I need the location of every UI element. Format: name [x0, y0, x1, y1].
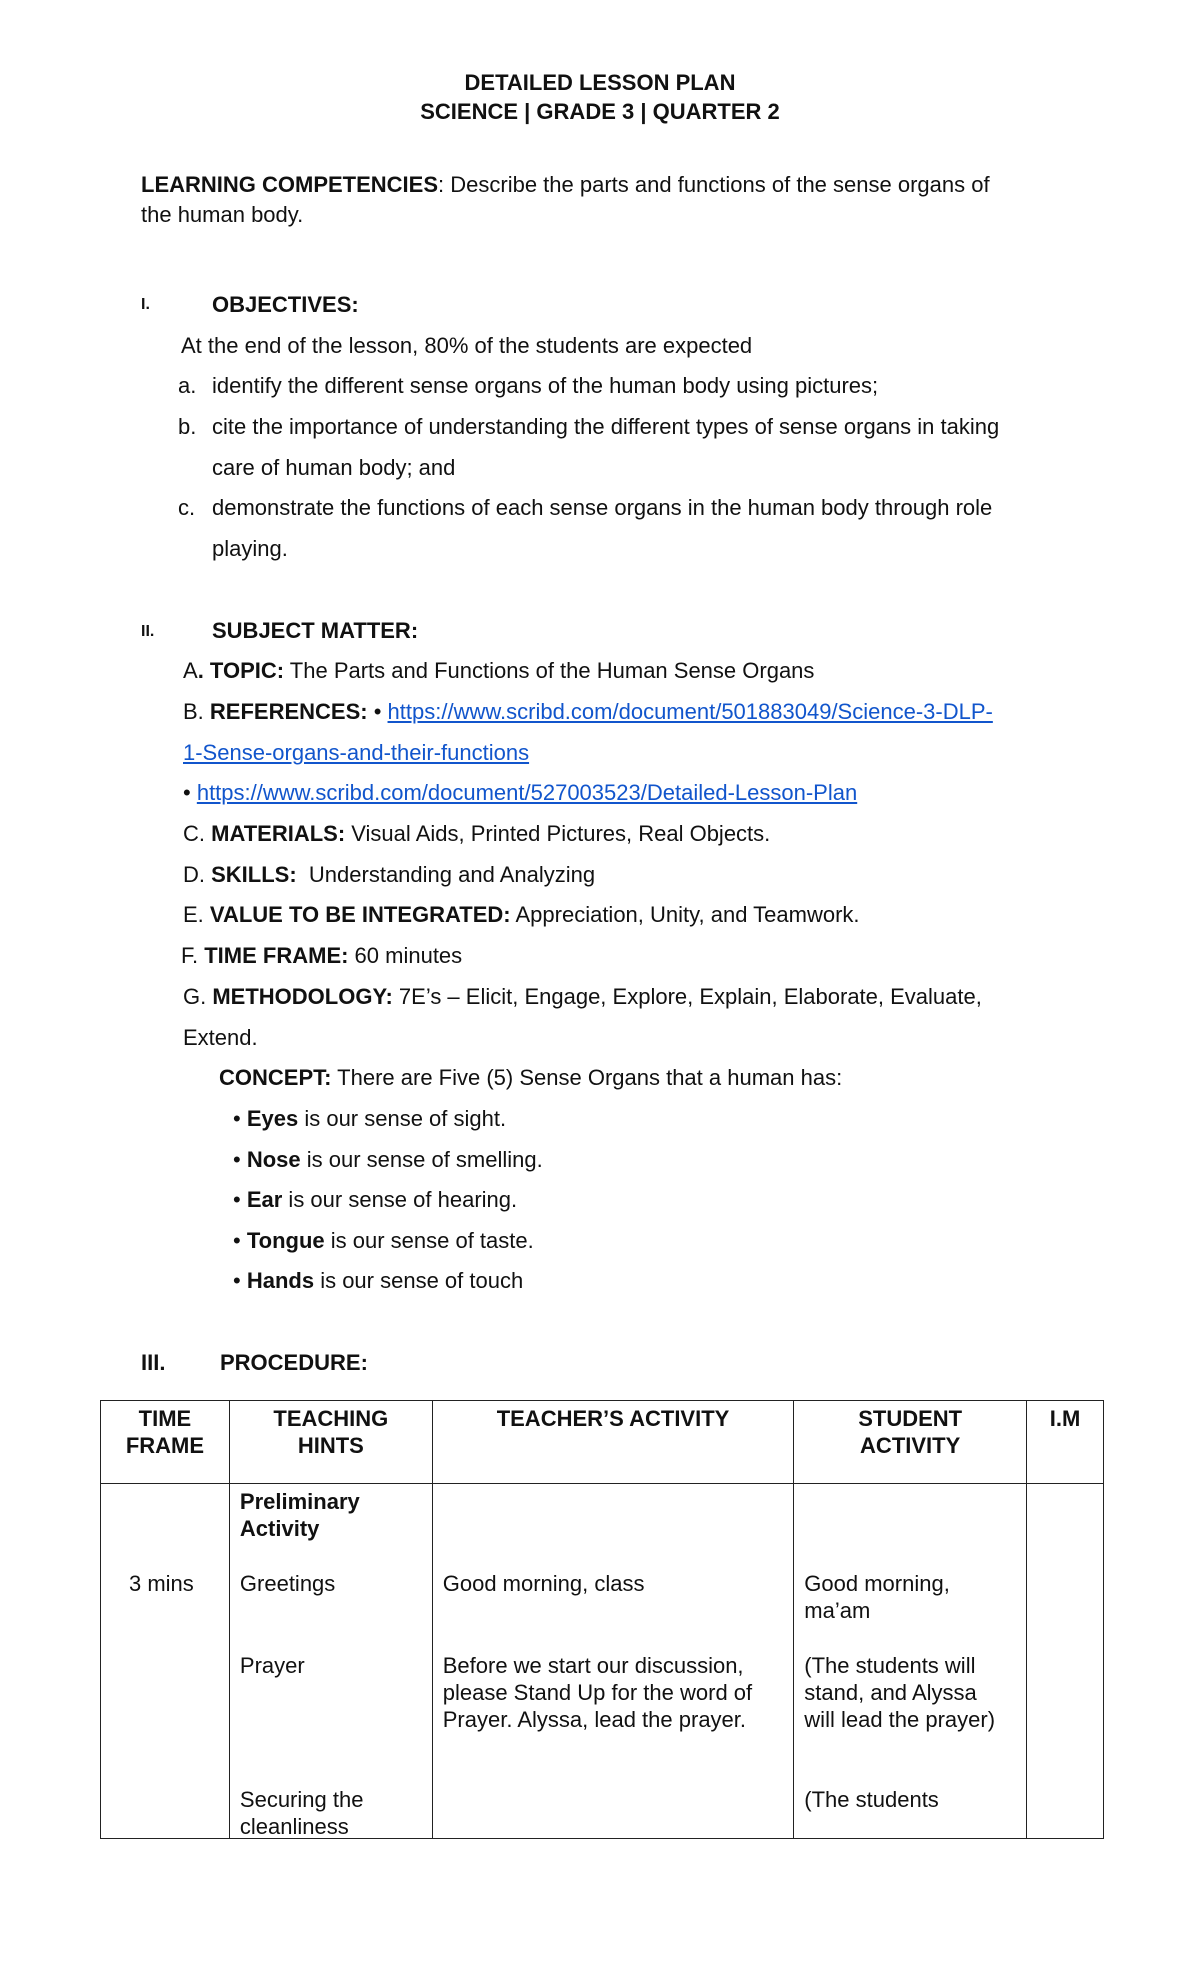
- reference-link-1-continued[interactable]: 1-Sense-organs-and-their-functions: [183, 740, 530, 765]
- methodology-prefix: G.: [183, 984, 213, 1009]
- student-prayer: (The students will stand, and Alyssa will lead the prayer): [804, 1653, 996, 1732]
- sense-organ: Tongue: [246, 1228, 325, 1253]
- value-line: [183, 902, 860, 928]
- value-prefix: E.: [183, 902, 210, 927]
- objective-a: identify the different sense organs of the human body using pictures;: [212, 373, 879, 398]
- competencies-line-2: the human body.: [141, 202, 304, 227]
- topic-prefix: A: [183, 658, 198, 683]
- im-cell: [1027, 1484, 1104, 1839]
- references-line-3: [183, 780, 857, 806]
- hint-prayer: Prayer: [239, 1653, 305, 1678]
- hint-preliminary: Preliminary Activity: [239, 1489, 360, 1541]
- references-prefix: B.: [183, 699, 210, 724]
- column-header-time-frame: TIME FRAME: [101, 1401, 230, 1484]
- time-frame-prefix: F.: [181, 943, 205, 968]
- table-header-row: [101, 1401, 1104, 1484]
- sense-desc: is our sense of touch: [314, 1268, 524, 1293]
- sense-item-ear: [233, 1187, 517, 1213]
- methodology-line: [183, 984, 982, 1010]
- time-frame-cell: [101, 1484, 230, 1839]
- student-cleanliness: (The students: [804, 1787, 939, 1812]
- hint-cleanliness: Securing the cleanliness: [239, 1787, 364, 1839]
- sense-desc: is our sense of hearing.: [282, 1187, 518, 1212]
- sense-desc: is our sense of sight.: [298, 1106, 507, 1131]
- sense-item-tongue: [233, 1228, 534, 1254]
- skills-line: [183, 862, 595, 888]
- topic-line: [183, 658, 814, 684]
- value-label: VALUE TO BE INTEGRATED:: [209, 902, 511, 927]
- table-row: [101, 1484, 1104, 1839]
- methodology-label: METHODOLOGY:: [212, 984, 393, 1009]
- topic-label: . TOPIC:: [197, 658, 285, 683]
- section-numeral-2: II.: [141, 623, 155, 640]
- skills-prefix: D.: [183, 862, 212, 887]
- teacher-prayer: Before we start our discussion, please Stand Up for the word of Prayer. Alyssa, lead the prayer.: [442, 1653, 753, 1732]
- concept-line: [219, 1065, 842, 1091]
- objective-letter-c: c.: [178, 495, 196, 520]
- column-header-teacher-activity: TEACHER’S ACTIVITY: [432, 1401, 794, 1484]
- time-frame-label: TIME FRAME:: [204, 943, 349, 968]
- sense-organ: Eyes: [246, 1106, 299, 1131]
- sense-organ: Nose: [246, 1147, 301, 1172]
- sense-item-hands: [233, 1268, 523, 1294]
- column-header-student-activity: STUDENT ACTIVITY: [794, 1401, 1027, 1484]
- column-header-im: I.M: [1027, 1401, 1104, 1484]
- competencies-text: : Describe the parts and functions of the sense organs of: [438, 172, 990, 197]
- methodology-value: 7E’s – Elicit, Engage, Explore, Explain, Elaborate, Evaluate,: [392, 984, 982, 1009]
- objective-b-line-1: cite the importance of understanding the different types of sense organs in taking: [212, 414, 1000, 439]
- competencies-line-1: [141, 172, 990, 198]
- sense-organ: Hands: [246, 1268, 315, 1293]
- sense-item-nose: [233, 1147, 543, 1173]
- topic-value: The Parts and Functions of the Human Sense Organs: [284, 658, 815, 683]
- references-line-1: [183, 699, 993, 725]
- sense-organ: Ear: [246, 1187, 283, 1212]
- sense-desc: is our sense of smelling.: [300, 1147, 543, 1172]
- materials-label: MATERIALS:: [211, 821, 346, 846]
- references-line-2: [183, 740, 529, 766]
- methodology-line-2: Extend.: [183, 1025, 258, 1050]
- bullet: •: [233, 1228, 247, 1253]
- materials-line: [183, 821, 770, 847]
- materials-value: Visual Aids, Printed Pictures, Real Objects.: [345, 821, 771, 846]
- skills-label: SKILLS:: [211, 862, 297, 887]
- value-value: Appreciation, Unity, and Teamwork.: [510, 902, 860, 927]
- materials-prefix: C.: [183, 821, 212, 846]
- document-title: DETAILED LESSON PLAN: [464, 70, 736, 95]
- objective-b-line-2: care of human body; and: [212, 455, 456, 480]
- concept-label: CONCEPT:: [219, 1065, 332, 1090]
- objective-letter-b: b.: [178, 414, 197, 439]
- concept-value: There are Five (5) Sense Organs that a human has:: [331, 1065, 843, 1090]
- references-label: REFERENCES:: [209, 699, 368, 724]
- competencies-label: LEARNING COMPETENCIES: [141, 172, 439, 197]
- section-numeral-1: I.: [141, 296, 150, 313]
- skills-value: Understanding and Analyzing: [296, 862, 596, 887]
- procedure-heading: PROCEDURE:: [220, 1350, 368, 1375]
- teacher-activity-cell: [432, 1484, 794, 1839]
- sense-item-eyes: [233, 1106, 506, 1132]
- teaching-hints-cell: [229, 1484, 432, 1839]
- bullet: •: [233, 1268, 247, 1293]
- references-bullet-2: •: [183, 780, 197, 805]
- bullet: •: [233, 1147, 247, 1172]
- procedure-table: [100, 1400, 1104, 1839]
- time-frame-line: [181, 943, 462, 969]
- references-bullet: •: [367, 699, 388, 724]
- student-activity-cell: [794, 1484, 1027, 1839]
- student-greetings: Good morning, ma’am: [804, 1571, 950, 1623]
- time-frame-value: 60 minutes: [348, 943, 463, 968]
- objective-c-line-2: playing.: [212, 536, 288, 561]
- reference-link-2[interactable]: https://www.scribd.com/document/527003523/Detailed-Lesson-Plan: [196, 780, 858, 805]
- teacher-greetings: Good morning, class: [442, 1571, 645, 1596]
- hint-greetings: Greetings: [239, 1571, 336, 1596]
- bullet: •: [233, 1106, 247, 1131]
- sense-desc: is our sense of taste.: [324, 1228, 534, 1253]
- document-subtitle: SCIENCE | GRADE 3 | QUARTER 2: [420, 99, 780, 124]
- objective-c-line-1: demonstrate the functions of each sense organs in the human body through role: [212, 495, 993, 520]
- objective-letter-a: a.: [178, 373, 197, 398]
- time-value: 3 mins: [129, 1571, 194, 1596]
- bullet: •: [233, 1187, 247, 1212]
- column-header-teaching-hints: TEACHING HINTS: [229, 1401, 432, 1484]
- objectives-heading: OBJECTIVES:: [212, 292, 359, 317]
- reference-link-1[interactable]: https://www.scribd.com/document/501883049/Science-3-DLP-: [387, 699, 993, 724]
- subject-matter-heading: SUBJECT MATTER:: [212, 618, 419, 643]
- objectives-intro: At the end of the lesson, 80% of the students are expected: [181, 333, 753, 358]
- section-numeral-3: III.: [141, 1350, 166, 1375]
